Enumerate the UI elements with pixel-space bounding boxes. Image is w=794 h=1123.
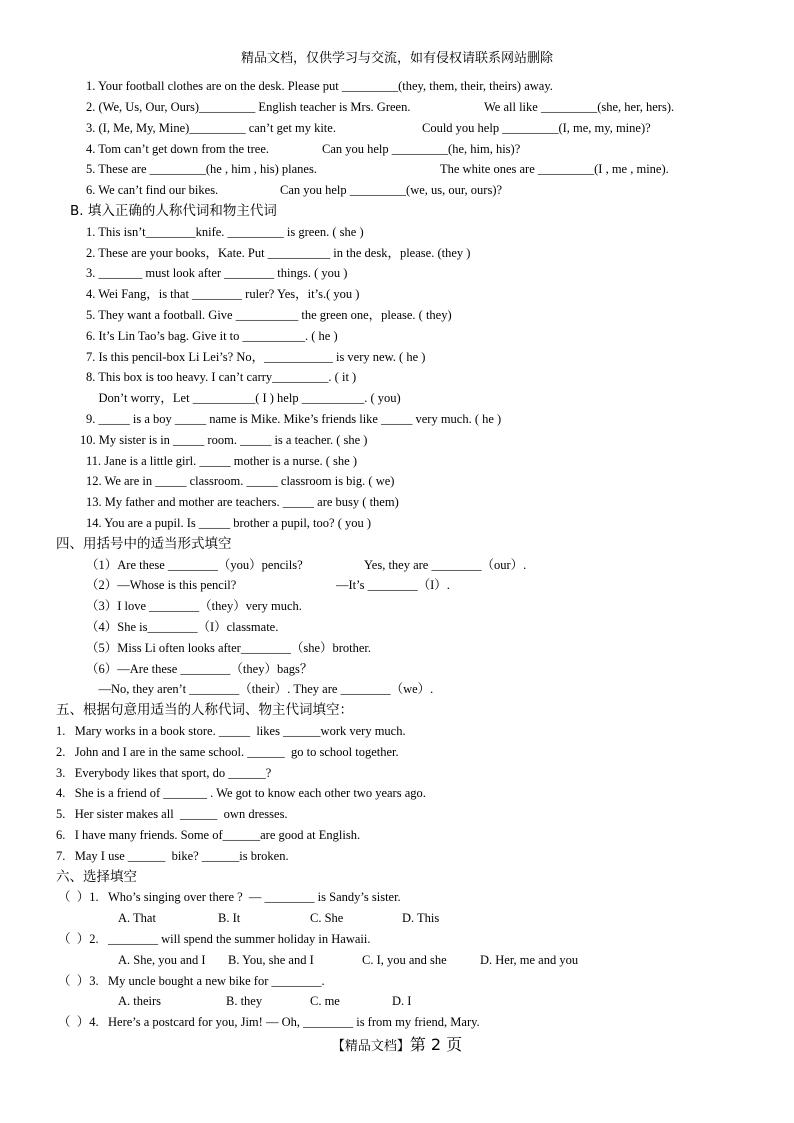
option-b: B. they: [226, 994, 263, 1008]
part-b-item: 11. Jane is a little girl. _____ mother is a nurse. ( she ): [86, 454, 358, 468]
part-b-item: 8. This box is too heavy. I can’t carry_________. ( it ): [86, 370, 357, 384]
section-5-item: 3. Everybody likes that sport, do ______?: [56, 766, 272, 780]
option-c: C. I, you and she: [362, 953, 447, 967]
page-number: 第 2 页: [409, 1035, 463, 1054]
part-b-item: Don’t worry，Let __________( I ) help __________. ( you): [86, 391, 401, 405]
option-b: B. You, she and I: [228, 953, 314, 967]
section-5-item: 4. She is a friend of _______ . We got to know each other two years ago.: [56, 786, 426, 800]
section-4-item: （3）I love ________（they）very much.: [86, 599, 302, 613]
section-4-item-right: —It’s ________（I）.: [336, 578, 450, 592]
part-b-title: B. 填入正确的人称代词和物主代词: [70, 203, 277, 219]
part-b-item: 12. We are in _____ classroom. _____ classroom is big. ( we): [86, 474, 395, 488]
part-b-item: 10. My sister is in _____ room. _____ is a teacher. ( she ): [80, 433, 368, 447]
part-a-item: 1. Your football clothes are on the desk. Please put _________(they, them, their, theirs) away.: [86, 79, 553, 93]
section-5-title: 五、根据句意用适当的人称代词、物主代词填空：: [56, 702, 353, 718]
part-a-item: 2. (We, Us, Our, Ours)_________ English teacher is Mrs. Green.: [86, 100, 411, 114]
option-c: C. She: [310, 911, 344, 925]
section-5-item: 6. I have many friends. Some of______are good at English.: [56, 828, 361, 842]
question: （ ）1. Who’s singing over there ? — ________ is Sandy’s sister.: [58, 890, 401, 904]
option-b: B. It: [218, 911, 241, 925]
question: （ ）2. ________ will spend the summer holiday in Hawaii.: [58, 932, 371, 946]
section-4-item: （1）Are these ________（you）pencils?: [86, 558, 303, 572]
section-4-item: （4）She is________（I）classmate.: [86, 620, 279, 634]
part-b-item: 6. It’s Lin Tao’s bag. Give it to __________. ( he ): [86, 329, 338, 343]
part-b-item: 13. My father and mother are teachers. _____ are busy ( them): [86, 495, 399, 509]
part-a-item-right: Could you help _________(I, me, my, mine)?: [422, 121, 651, 135]
part-a-item: 6. We can’t find our bikes.: [86, 183, 219, 197]
section-4-item: （5）Miss Li often looks after________（she）brother.: [86, 641, 372, 655]
part-a-item: 3. (I, Me, My, Mine)_________ can’t get my kite.: [86, 121, 336, 135]
part-b-item: 9. _____ is a boy _____ name is Mike. Mike’s friends like _____ very much. ( he ): [86, 412, 502, 426]
section-5-item: 1. Mary works in a book store. _____ likes ______work very much.: [56, 724, 406, 738]
section-5-item: 2. John and I are in the same school. ______ go to school together.: [56, 745, 399, 759]
question: （ ）3. My uncle bought a new bike for ________.: [58, 974, 325, 988]
option-a: A. theirs: [118, 994, 162, 1008]
part-a-item-right: The white ones are _________(I , me , mine).: [440, 162, 669, 176]
question: （ ）4. Here’s a postcard for you, Jim! — Oh, ________ is from my friend, Mary.: [58, 1015, 480, 1029]
page-header: 精品文档，仅供学习与交流，如有侵权请联系网站删除: [240, 51, 553, 66]
section-4-item: —No, they aren’t ________（their）. They are ________（we）.: [86, 682, 434, 696]
section-4-title: 四、用括号中的适当形式填空: [56, 536, 232, 552]
part-b-item: 7. Is this pencil-box Li Lei’s? No，___________ is very new. ( he ): [86, 350, 426, 364]
option-a: A. She, you and I: [118, 953, 206, 967]
part-b-item: 5. They want a football. Give __________ the green one，please. ( they): [86, 308, 452, 322]
part-b-item: 3. _______ must look after ________ things. ( you ): [86, 266, 348, 280]
part-b-item: 14. You are a pupil. Is _____ brother a pupil, too? ( you ): [86, 516, 372, 530]
section-4-item-right: Yes, they are ________（our）.: [364, 558, 527, 572]
part-a-item-right: Can you help _________(he, him, his)?: [322, 142, 521, 156]
section-5-item: 7. May I use ______ bike? ______is broken.: [56, 849, 289, 863]
option-d: D. Her, me and you: [480, 953, 579, 967]
part-a-item: 5. These are _________(he , him , his) planes.: [86, 162, 317, 176]
option-d: D. I: [392, 994, 412, 1008]
footer-label: 【精品文档】: [331, 1039, 410, 1054]
part-a-item: 4. Tom can’t get down from the tree.: [86, 142, 269, 156]
part-a-item-right: We all like _________(she, her, hers).: [484, 100, 675, 114]
part-b-item: 4. Wei Fang，is that ________ ruler? Yes，it’s.( you ): [86, 287, 360, 301]
page-footer: [0, 1035, 794, 1057]
option-c: C. me: [310, 994, 340, 1008]
option-d: D. This: [402, 911, 440, 925]
option-a: A. That: [118, 911, 156, 925]
section-4-item: （2）—Whose is this pencil?: [86, 578, 237, 592]
part-a-item-right: Can you help _________(we, us, our, ours)?: [280, 183, 503, 197]
part-b-item: 1. This isn’t________knife. _________ is green. ( she ): [86, 225, 364, 239]
section-4-item: （6）—Are these ________（they）bags？: [86, 662, 313, 676]
part-b-item: 2. These are your books，Kate. Put __________ in the desk，please. (they ): [86, 246, 471, 260]
section-6-title: 六、选择填空: [56, 869, 137, 885]
section-5-item: 5. Her sister makes all ______ own dresses.: [56, 807, 288, 821]
